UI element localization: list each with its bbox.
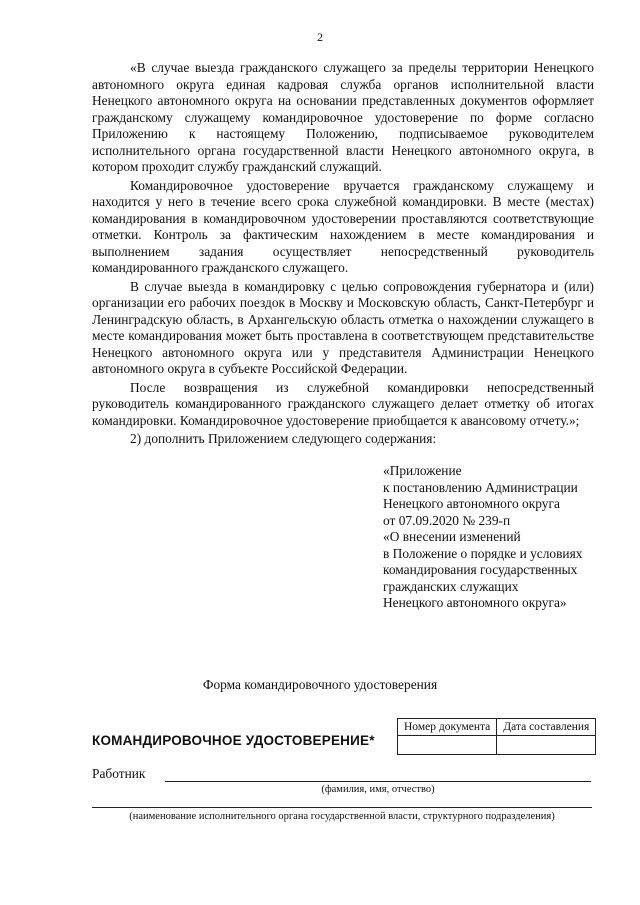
appendix-line: Ненецкого автономного округа» xyxy=(383,595,567,610)
date-created-cell xyxy=(497,736,596,755)
organization-line xyxy=(92,807,592,808)
appendix-line: командирования государственных xyxy=(383,562,578,577)
document-body xyxy=(92,60,594,450)
appendix-block xyxy=(383,463,582,612)
appendix-line: «О внесении изменений xyxy=(383,529,521,544)
form-title: Форма командировочного удостоверения xyxy=(202,677,438,692)
page-number: 2 xyxy=(317,30,323,44)
document-number-cell xyxy=(398,736,497,755)
appendix-line: «Приложение xyxy=(383,463,462,478)
appendix-line: от 07.09.2020 № 239-п xyxy=(383,512,511,528)
certificate-heading: КОМАНДИРОВОЧНОЕ УДОСТОВЕРЕНИЕ* xyxy=(92,733,375,748)
worker-name-line xyxy=(165,781,591,782)
organization-caption: (наименование исполнительного органа государственной власти, структурного подразделения) xyxy=(129,811,555,822)
header-document-number: Номер документа xyxy=(398,719,497,736)
paragraph-4: После возвращения из служебной командировки непосредственный руководитель командированного гражданского служащего делает отметку об итогах командировки. Командировочное удостоверение приобщается к авансовому отчету.»; xyxy=(92,379,594,428)
paragraph-3: В случае выезда в командировку с целью сопровождения губернатора и (или) организации его рабочих поездок в Москву и Московскую область, Санкт-Петербург и Ленинградскую область, в Архангельскую область отметка о нахождении служащего в месте командирования может быть проставлена в соответствующем представительстве Ненецкого автономного округа или у представителя Администрации Ненецкого автономного округа в субъекте Российской Федерации. xyxy=(92,278,594,376)
worker-name-caption: (фамилия, имя, отчество) xyxy=(321,784,435,795)
appendix-line: Ненецкого автономного округа xyxy=(383,496,560,511)
worker-label: Работник xyxy=(92,766,146,781)
appendix-line: в Положение о порядке и условиях xyxy=(383,545,583,561)
paragraph-1: «В случае выезда гражданского служащего за пределы территории Ненецкого автономного округа единая кадровая служба органов исполнительной власти Ненецкого автономного округа на основании представленных документов оформляет гражданскому служащему командировочное удостоверение по форме согласно Приложению к настоящему Положению, подписываемое руководителем исполнительного органа государственной власти Ненецкого автономного округа, в котором проходит службу гражданский служащий. xyxy=(92,60,594,174)
paragraph-5: 2) дополнить Приложением следующего содержания: xyxy=(130,431,437,446)
appendix-line: гражданских служащих xyxy=(383,578,519,594)
document-number-date-table xyxy=(397,718,596,755)
header-date-created: Дата составления xyxy=(497,719,596,736)
appendix-line: к постановлению Администрации xyxy=(383,479,578,495)
paragraph-2: Командировочное удостоверение вручается гражданскому служащему и находится у него в течение всего срока служебной командировки. В месте (местах) командирования в командировочном удостоверении проставляются соответствующие отметки. Контроль за фактическим нахождением в месте командирования и выполнением задания осуществляет непосредственный руководитель командированного гражданского служащего. xyxy=(92,177,594,275)
